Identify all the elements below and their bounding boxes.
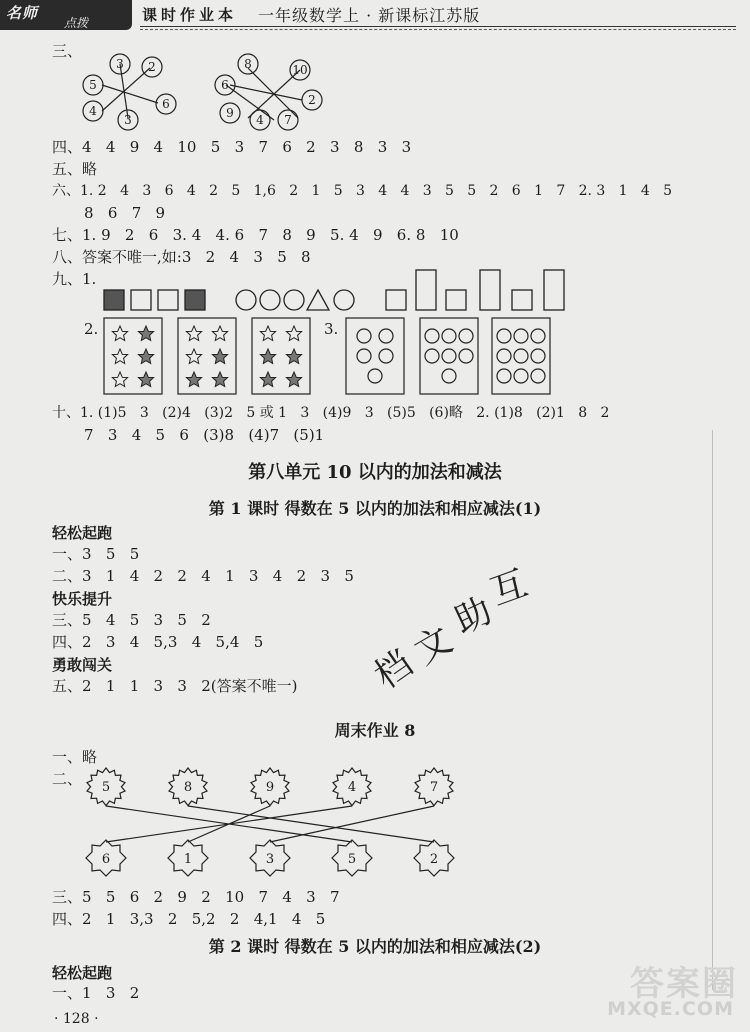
match-left-side-1: 5 [89, 78, 97, 92]
match-left-bottom-1: 4 [89, 104, 97, 118]
match-right-bottom-3: 7 [284, 113, 292, 127]
match-right-side-1: 6 [221, 78, 229, 92]
header-rule [140, 26, 736, 27]
page-header [0, 0, 750, 34]
site-watermark [606, 956, 746, 1026]
match-right-side-2: 2 [308, 93, 316, 107]
sun-value-3: 9 [265, 780, 275, 795]
book-subject: 一年级数学上 · 新课标江苏版 [258, 6, 481, 25]
section-happy-boost: 快乐提升 [52, 590, 113, 608]
star-value-2: 1 [183, 852, 193, 867]
series-title: 课时作业本 [142, 6, 238, 24]
section-brave-challenge: 勇敢闯关 [52, 656, 113, 674]
watermark-logo: 答案圈 [630, 964, 738, 1004]
q6-answers-line2: 8 6 7 9 [84, 204, 166, 222]
match-left-top-1: 3 [116, 57, 124, 71]
sun-value-5: 7 [429, 780, 439, 795]
w-q2-label: 二、 [52, 770, 83, 788]
q9-circle-boxes [344, 316, 576, 398]
l1-q3-answers: 三、5 4 5 3 5 2 [52, 611, 211, 629]
l2-q1-answers: 一、1 3 2 [52, 984, 140, 1002]
match-left-top-2: 2 [148, 60, 156, 74]
q5-answers: 五、略 [52, 160, 98, 178]
handwritten-char-2: 助 [448, 590, 499, 643]
l1-q5-answers: 五、2 1 1 3 3 2(答案不唯一) [52, 677, 298, 695]
match-left-bottom-2: 3 [124, 113, 132, 127]
q10-answers-line2: 7 3 4 5 6 (3)8 (4)7 (5)1 [84, 426, 325, 444]
page-number: · 128 · [54, 1011, 99, 1027]
watermark-url: MXQE.COM [607, 998, 734, 1020]
q9-star-boxes [102, 316, 312, 398]
star-value-4: 5 [347, 852, 357, 867]
handwritten-note [350, 560, 540, 698]
match-right-top-1: 8 [244, 57, 252, 71]
unit-title: 第八单元 10 以内的加法和减法 [248, 462, 502, 483]
match-right-bottom-2: 4 [256, 113, 264, 127]
match-diagram-left [78, 48, 178, 134]
header-rule-dashed [140, 29, 736, 30]
w-q4-answers: 四、2 1 3,3 2 5,2 2 4,1 4 5 [52, 910, 326, 928]
series-logo [0, 0, 132, 30]
l1-q1-answers: 一、3 5 5 [52, 545, 140, 563]
w-q3-answers: 三、5 5 6 2 9 2 10 7 4 3 7 [52, 888, 340, 906]
star-value-1: 6 [101, 852, 111, 867]
q10-answers-line1: 十、1. (1)5 3 (2)4 (3)2 5 或 1 3 (4)9 3 (5)5 (6)略 2. (1)8 (2)1 8 2 [52, 405, 610, 421]
q9-3-label: 3. [324, 320, 339, 338]
star-value-5: 2 [429, 852, 439, 867]
q8-answers: 八、答案不唯一,如:3 2 4 3 5 8 [52, 248, 311, 266]
lesson1-title: 第 1 课时 得数在 5 以内的加法和相应减法(1) [208, 499, 542, 518]
match-left-side-2: 6 [162, 97, 170, 111]
match-diagram-right [208, 48, 326, 134]
lesson2-title: 第 2 课时 得数在 5 以内的加法和相应减法(2) [208, 937, 542, 956]
w-q1-answers: 一、略 [52, 748, 98, 766]
handwritten-char-3: 文 [407, 619, 460, 673]
q3-label: 三、 [52, 42, 83, 60]
l1-q4-answers: 四、2 3 4 5,3 4 5,4 5 [52, 633, 264, 651]
section-easy-start: 轻松起跑 [52, 524, 113, 542]
q6-answers-line1: 六、1. 2 4 3 6 4 2 5 1,6 2 1 5 3 4 4 3 5 5 2 6 1 7 2. 3 1 4 5 [52, 183, 673, 199]
sun-value-4: 4 [347, 780, 357, 795]
logo-main: 名师 [6, 4, 39, 22]
handwritten-char-4: 档 [367, 642, 421, 698]
l1-q2-answers: 二、3 1 4 2 2 4 1 3 4 2 3 5 [52, 567, 354, 585]
match-right-bottom-1: 9 [226, 106, 234, 120]
q7-answers: 七、1. 9 2 6 3. 4 4. 6 7 8 9 5. 4 9 6. 8 10 [52, 226, 459, 244]
sun-value-2: 8 [183, 780, 193, 795]
q9-shapes-row [100, 266, 580, 316]
w-q2-match-diagram [80, 764, 480, 888]
logo-sub: 点拨 [64, 16, 89, 30]
q9-label: 九、1. [52, 270, 97, 288]
match-right-top-2: 10 [292, 63, 308, 77]
section-easy-start-2: 轻松起跑 [52, 964, 113, 982]
q9-2-label: 2. [84, 320, 99, 338]
handwritten-char-1: 互 [485, 562, 533, 614]
star-value-3: 3 [265, 852, 275, 867]
weekend-title: 周末作业 8 [334, 721, 416, 740]
q4-answers: 四、4 4 9 4 10 5 3 7 6 2 3 8 3 3 [52, 138, 412, 156]
binding-gutter [712, 430, 713, 990]
sun-value-1: 5 [101, 780, 111, 795]
